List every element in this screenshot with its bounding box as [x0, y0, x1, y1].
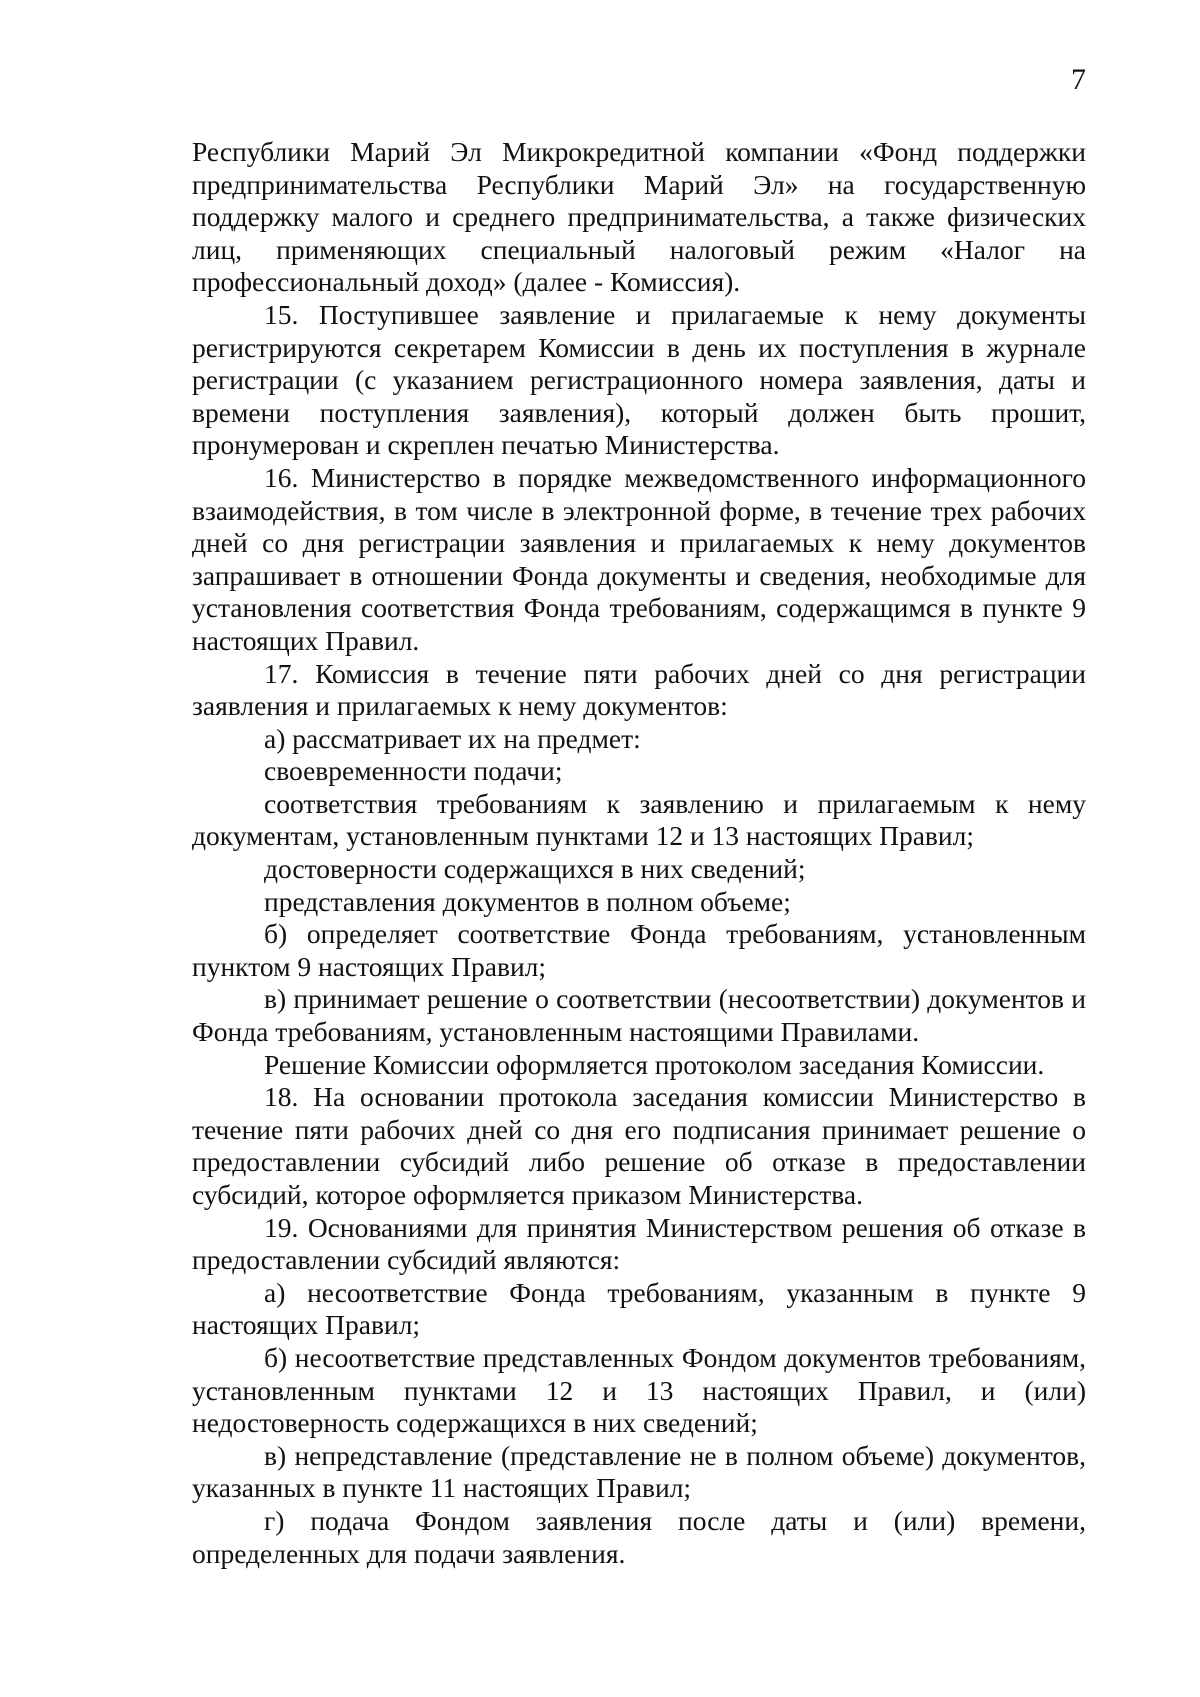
paragraph-17-a-item: представления документов в полном объеме; — [264, 885, 791, 917]
paragraph-commission-definition: Республики Марий Эл Микрокредитной компании «Фонд поддержки предпринимательства Республики Марий Эл» на государственную поддержку малого и среднего предпринимательства, а также физических лиц, применяющих специальный налоговый режим «Налог на профессиональный доход» (далее - Комиссия). — [192, 136, 1086, 298]
paragraph-16: 16. Министерство в порядке межведомственного информационного взаимодействия, в том числе в электронной форме, в течение трех рабочих дней со дня регистрации заявления и прилагаемых к нему документов запрашивает в отношении Фонда документы и сведения, необходимые для установления соответствия Фонда требованиям, содержащимся в пункте 9 настоящих Правил. — [192, 461, 1086, 656]
paragraph-15: 15. Поступившее заявление и прилагаемые к нему документы регистрируются секретарем Комиссии в день их поступления в журнале регистрации (с указанием регистрационного номера заявления, даты и времени поступления заявления), который должен быть прошит, пронумерован и скреплен печатью Министерства. — [192, 298, 1086, 461]
paragraph-17-a: а) рассматривает их на предмет: — [264, 722, 641, 754]
paragraph-commission-decision: Решение Комиссии оформляется протоколом заседания Комиссии. — [264, 1048, 1045, 1080]
paragraph-18: 18. На основании протокола заседания комиссии Министерство в течение пяти рабочих дней со дня его подписания принимает решение о предоставлении субсидий либо решение об отказе в предоставлении субсидий, которое оформляется приказом Министерства. — [192, 1081, 1086, 1210]
document-body — [192, 136, 1086, 1570]
paragraph-19: 19. Основаниями для принятия Министерством решения об отказе в предоставлении субсидий являются: — [192, 1211, 1086, 1276]
paragraph-19-b: б) несоответствие представленных Фондом документов требованиям, установленным пунктами 12 и 13 настоящих Правил, и (или) недостоверность содержащихся в них сведений; — [192, 1341, 1086, 1439]
paragraph-17-v: в) принимает решение о соответствии (несоответствии) документов и Фонда требованиям, установленным настоящими Правилами. — [192, 983, 1086, 1048]
paragraph-17: 17. Комиссия в течение пяти рабочих дней со дня регистрации заявления и прилагаемых к нему документов: — [192, 657, 1086, 722]
paragraph-17-a-item: своевременности подачи; — [264, 755, 563, 787]
paragraph-19-g: г) подача Фондом заявления после даты и (или) времени, определенных для подачи заявления. — [192, 1504, 1086, 1569]
paragraph-19-v: в) непредставление (представление не в полном объеме) документов, указанных в пункте 11 настоящих Правил; — [192, 1439, 1086, 1504]
paragraph-17-a-item: соответствия требованиям к заявлению и прилагаемым к нему документам, установленным пунктами 12 и 13 настоящих Правил; — [192, 787, 1086, 852]
paragraph-17-a-item: достоверности содержащихся в них сведений; — [264, 853, 806, 885]
paragraph-17-b: б) определяет соответствие Фонда требованиям, установленным пунктом 9 настоящих Правил; — [192, 918, 1086, 982]
page-number: 7 — [1071, 63, 1086, 96]
paragraph-19-a: а) несоответствие Фонда требованиям, указанным в пункте 9 настоящих Правил; — [192, 1276, 1086, 1341]
